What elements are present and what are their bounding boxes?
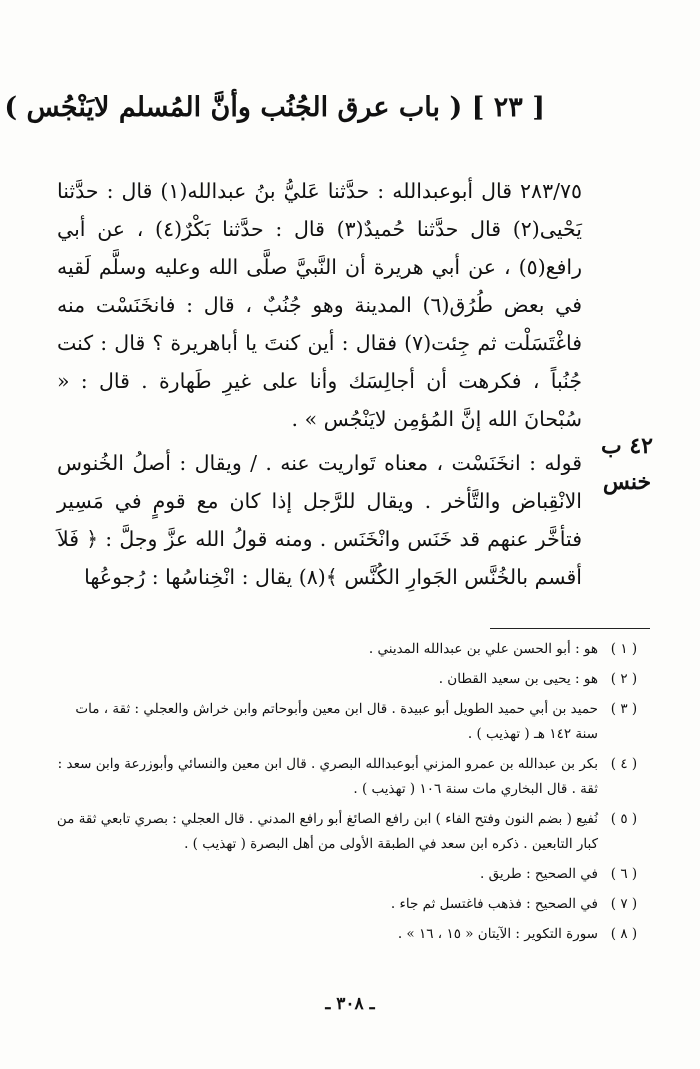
footnote-text: نُفيع ( بضم النون وفتح الفاء ) ابن رافع الصائغ أبو رافع المدني . قال العجلي : بصري تابعي ثقة من كبار التابعين . ذكره ابن سعد في الطبقة الأولى من أهل البصرة ( تهذيب ) . <box>56 811 598 852</box>
footnote <box>50 697 650 747</box>
footnote <box>50 922 650 947</box>
footnote-text: سورة التكوير : الآيتان « ١٥ ، ١٦ » . <box>397 926 598 942</box>
footnote <box>50 862 650 887</box>
folio-marker: ٤٢ ب <box>600 433 653 459</box>
footnote <box>50 667 650 692</box>
page-number: ـ ٣٠٨ ـ <box>325 994 375 1014</box>
footnote-text: بكر بن عبدالله بن عمرو المزني أبوعبدالله البصري . قال ابن معين والنسائي وأبوزرعة وابن سعد : ثقة . قال البخاري مات سنة ١٠٦ ( تهذيب ) . <box>57 756 598 797</box>
main-text <box>57 172 582 596</box>
footnote-number: ( ٨ ) <box>610 926 638 942</box>
footnote <box>50 752 650 802</box>
footnote <box>50 892 650 917</box>
footnote <box>50 807 650 857</box>
footnotes <box>50 637 650 952</box>
hadith-paragraph: ٢٨٣/٧٥ قال أبوعبدالله : حدَّثنا عَليُّ بنُ عبدالله(١) قال : حدَّثنا يَحْيى(٢) قال حدَّثنا حُميدٌ(٣) قال : حدَّثنا بَكْرٌ(٤) ، عن أبي رافع(٥) ، عن أبي هريرة أن النَّبيَّ صلَّى الله وعليه وسلَّم لَقيه في بعض طُرُق(٦) المدينة وهو جُنُبٌ ، قال : فانخَنَسْت منه فاغْتَسَلْت ثم جِئت(٧) فقال : أين كنتَ يا أباهريرة ؟ قال : كنت جُنُباً ، فكرهت أن أجالِسَك وأنا على غيرِ طَهارة . قال : « سُبْحانَ الله إنَّ المُؤمِن لايَنْجُس » . <box>57 179 583 431</box>
footnote-text: في الصحيح : طريق . <box>480 866 598 882</box>
footnote-text: هو : أبو الحسن علي بن عبدالله المديني . <box>368 641 598 657</box>
footnote-number: ( ٤ ) <box>610 756 638 772</box>
footnote-divider <box>490 628 650 629</box>
footnote-number: ( ٥ ) <box>610 811 638 827</box>
footnote-text: في الصحيح : فذهب فاغتسل ثم جاء . <box>390 896 598 912</box>
footnote-number: ( ١ ) <box>610 641 638 657</box>
footnote <box>50 637 650 662</box>
footnote-number: ( ٢ ) <box>610 671 638 687</box>
footnote-number: ( ٦ ) <box>610 866 638 882</box>
footnote-number: ( ٣ ) <box>610 701 638 717</box>
footnote-text: حميد بن أبي حميد الطويل أبو عبيدة . قال ابن معين وأبوحاتم وابن خراش والعجلي : ثقة ، مات سنة ١٤٢ هـ ( تهذيب ) . <box>75 701 598 742</box>
footnote-text: هو : يحيى بن سعيد القطان . <box>438 671 598 687</box>
chapter-title: [ ٢٣ ] ( باب عرق الجُنُب وأنَّ المُسلم لايَنْجُس ) <box>4 92 545 123</box>
footnote-number: ( ٧ ) <box>610 896 638 912</box>
margin-notes <box>592 428 662 500</box>
margin-keyword: خنس <box>602 469 652 495</box>
commentary-paragraph: قوله : انخَنَسْت ، معناه تَواريت عنه . / ويقال : أصلُ الخُنوس الانْقِباض والتَّأخر . ويقال للرَّجل إذا كان مع قومٍ في مَسِير فتأخَّر عنهم قد خَنَس وانْخَنَس . ومنه قولُ الله عزَّ وجلَّ : ﴿ فَلاَ أقسم بالخُنَّس الجَوارِ الكُنَّس ﴾(٨) يقال : انْخِناسُها : رُجوعُها <box>57 451 582 589</box>
